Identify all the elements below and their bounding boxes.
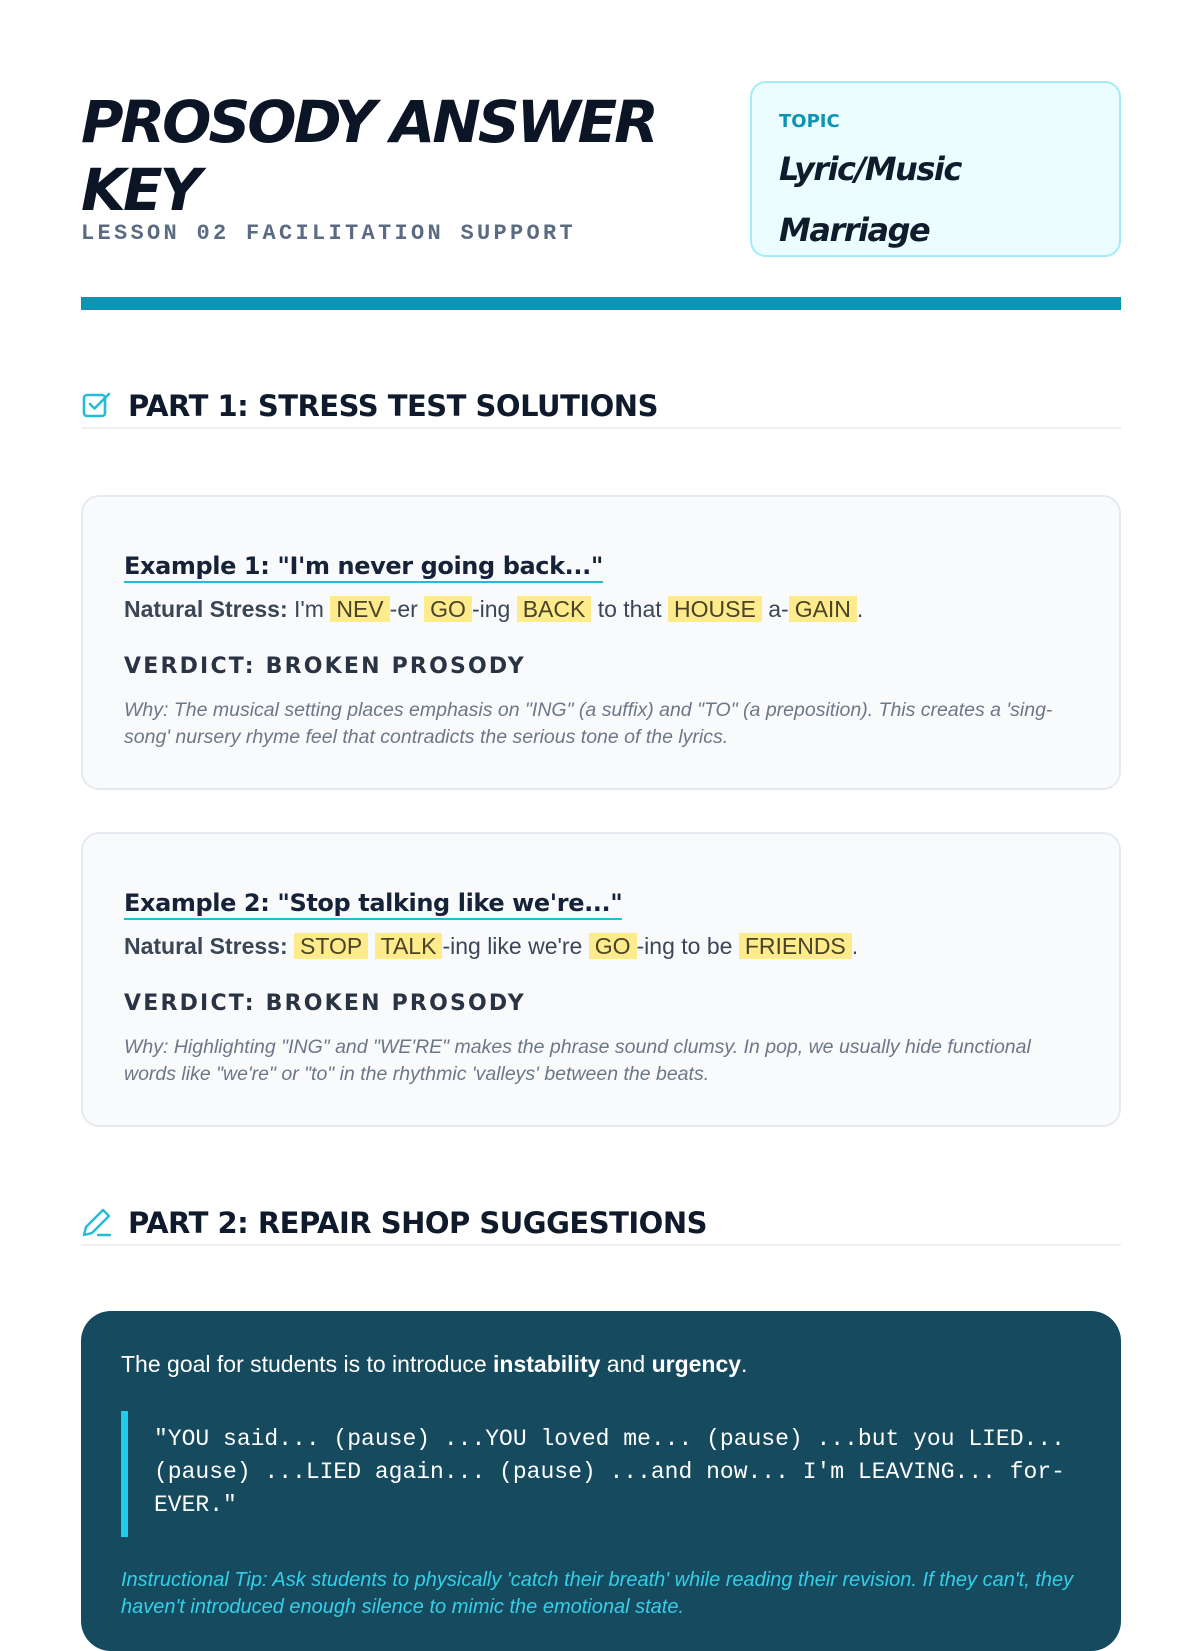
intro-text: . [741,1351,748,1377]
stressed-syllable: FRIENDS [739,933,852,959]
topic-card [750,81,1121,257]
stressed-syllable: GAIN [789,596,857,622]
part1-section-header [81,389,1121,429]
example-card-1 [81,495,1121,790]
stress-label: Natural Stress: [124,596,288,622]
stress-label: Natural Stress: [124,933,288,959]
stressed-syllable: STOP [294,933,368,959]
intro-emphasis: instability [493,1351,601,1377]
instructional-tip: Instructional Tip: Ask students to physically 'catch their breath' while reading their revision. If they can't, they haven't introduced enough silence to mimic the emotional state. [121,1569,1074,1618]
stressed-syllable: NEV [330,596,389,622]
stressed-syllable: GO [424,596,472,622]
natural-stress-line: Natural Stress: STOP TALK -ing like we're GO -ing to be FRIENDS . [124,933,859,959]
intro-emphasis: urgency [651,1351,742,1377]
stressed-syllable: BACK [517,596,592,622]
verdict-explanation: Why: The musical setting places emphasis on "ING" (a suffix) and "TO" (a preposition). This creates a 'sing-song' nursery rhyme feel that contradicts the serious tone of the lyrics. [124,699,1053,748]
topic-label: TOPIC [779,111,840,132]
checkbox-icon [81,389,113,421]
repair-intro [121,1351,747,1378]
example-title: Example 1: "I'm never going back..." [124,551,603,583]
stressed-syllable: HOUSE [668,596,762,622]
verdict: VERDICT: BROKEN PROSODY [124,654,526,679]
quote-accent-bar [121,1411,128,1537]
part2-title: PART 2: REPAIR SHOP SUGGESTIONS [128,1206,707,1240]
part2-section-header [81,1206,1121,1246]
header-divider [81,297,1121,310]
repair-suggestions-card [81,1311,1121,1651]
stressed-syllable: TALK [375,933,443,959]
verdict: VERDICT: BROKEN PROSODY [124,991,526,1016]
natural-stress-line: Natural Stress: I'm NEV -er GO -ing BACK to that HOUSE a- GAIN . [124,596,864,622]
answer-key-page [81,0,1121,1618]
topic-value: Lyric/Music Marriage [779,150,961,249]
revision-quote: "YOU said... (pause) ...YOU loved me... (pause) ...but you LIED... (pause) ...LIED again... (pause) ...and now... I'm LEAVING... for-EVER." [154,1426,1065,1518]
page-subtitle: LESSON 02 FACILITATION SUPPORT [81,221,577,246]
page-header [81,0,1121,310]
stressed-syllable: GO [589,933,637,959]
page-title: PROSODY ANSWER KEY [81,88,656,224]
verdict-explanation: Why: Highlighting "ING" and "WE'RE" makes the phrase sound clumsy. In pop, we usually hide functional words like "we're" or "to" in the rhythmic 'valleys' between the beats. [124,1036,1031,1085]
intro-text: and [600,1351,652,1377]
example-title: Example 2: "Stop talking like we're..." [124,888,622,920]
part1-title: PART 1: STRESS TEST SOLUTIONS [128,389,658,423]
pencil-icon [81,1206,113,1238]
example-card-2 [81,832,1121,1127]
intro-text: The goal for students is to introduce [121,1351,494,1377]
